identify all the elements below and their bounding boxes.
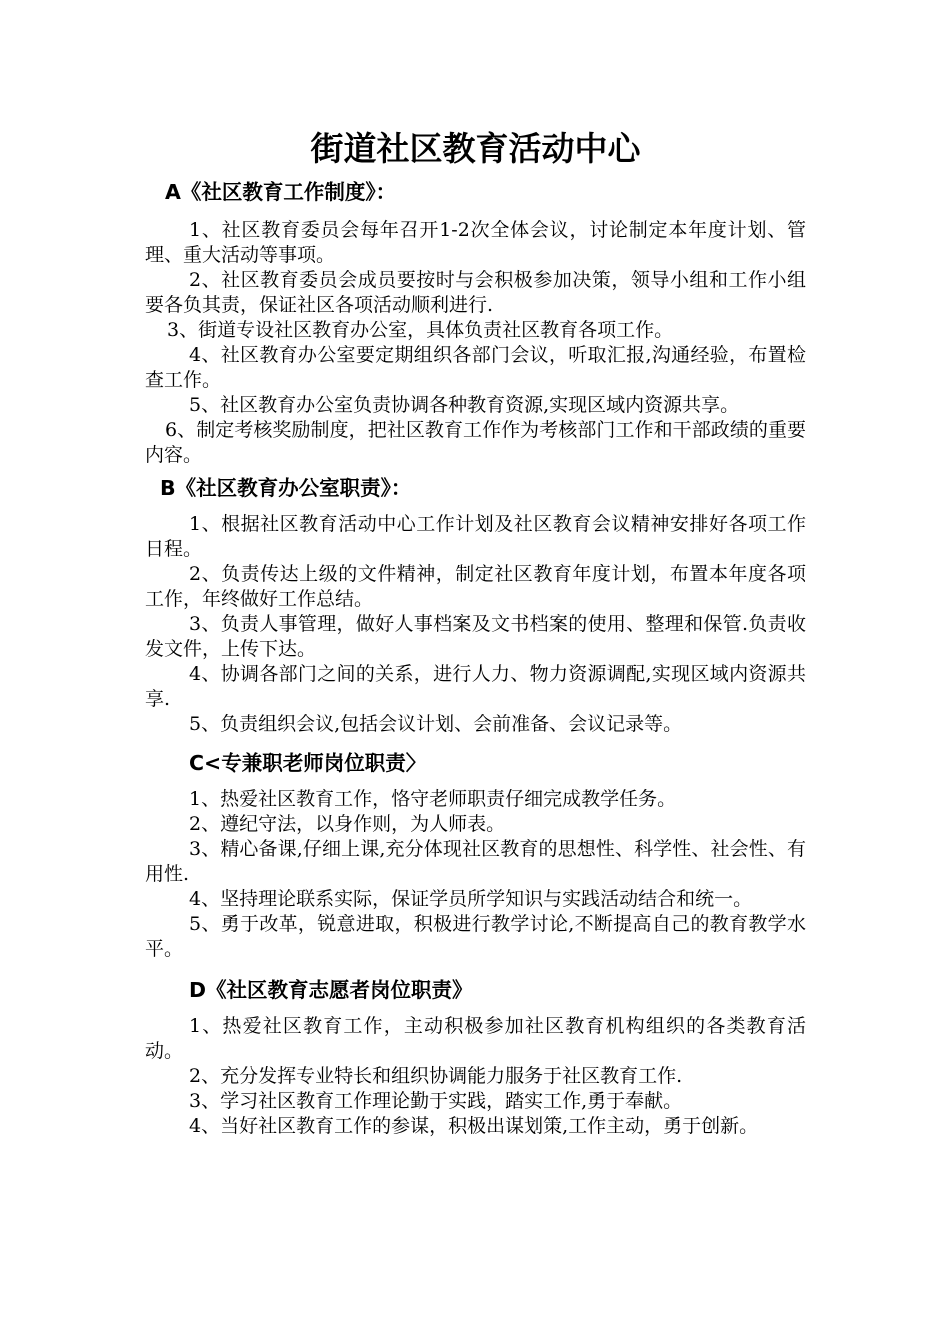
paragraph: 4、社区教育办公室要定期组织各部门会议，听取汇报,沟通经验，布置检查工作。 bbox=[145, 344, 806, 391]
paragraph: 5、社区教育办公室负责协调各种教育资源,实现区域内资源共享。 bbox=[189, 394, 740, 416]
paragraph: 2、社区教育委员会成员要按时与会积极参加决策，领导小组和工作小组要各负其责，保证社区各项活动顺利进行. bbox=[145, 269, 806, 316]
section-heading-c: C<专兼职老师岗位职责〉 bbox=[189, 751, 427, 775]
paragraph: 3、精心备课,仔细上课,充分体现社区教育的思想性、科学性、社会性、有用性. bbox=[145, 838, 806, 885]
paragraph: 2、充分发挥专业特长和组织协调能力服务于社区教育工作. bbox=[189, 1065, 683, 1087]
paragraph: 3、负责人事管理，做好人事档案及文书档案的使用、整理和保管.负责收发文件，上传下达。 bbox=[145, 613, 806, 660]
section-body-d bbox=[145, 1014, 806, 1139]
paragraph: 3、街道专设社区教育办公室，具体负责社区教育各项工作。 bbox=[167, 319, 674, 341]
paragraph: 2、遵纪守法，以身作则，为人师表。 bbox=[189, 813, 506, 835]
paragraph: 6、制定考核奖励制度，把社区教育工作作为考核部门工作和干部政绩的重要内容。 bbox=[145, 419, 806, 466]
section-heading-a: A《社区教育工作制度》： bbox=[165, 180, 397, 204]
section-body-c bbox=[145, 787, 806, 962]
paragraph: 4、协调各部门之间的关系，进行人力、物力资源调配,实现区域内资源共享. bbox=[145, 663, 806, 710]
paragraph: 5、负责组织会议,包括会议计划、会前准备、会议记录等。 bbox=[189, 713, 683, 735]
document-title: 街道社区教育活动中心 bbox=[310, 129, 641, 168]
paragraph: 3、学习社区教育工作理论勤于实践，踏实工作,勇于奉献。 bbox=[189, 1090, 683, 1112]
section-heading-b: B《社区教育办公室职责》： bbox=[160, 476, 412, 500]
paragraph: 1、社区教育委员会每年召开1-2次全体会议，讨论制定本年度计划、管理、重大活动等事项。 bbox=[145, 219, 806, 266]
section-body-a bbox=[145, 218, 806, 468]
paragraph: 1、根据社区教育活动中心工作计划及社区教育会议精神安排好各项工作日程。 bbox=[145, 513, 806, 560]
paragraph: 2、负责传达上级的文件精神，制定社区教育年度计划，布置本年度各项工作，年终做好工作总结。 bbox=[145, 563, 806, 610]
paragraph: 1、热爱社区教育工作，恪守老师职责仔细完成教学任务。 bbox=[189, 788, 677, 810]
paragraph: 5、勇于改革，锐意进取，积极进行教学讨论,不断提高自己的教育教学水平。 bbox=[145, 913, 806, 960]
section-heading-d: D《社区教育志愿者岗位职责》 bbox=[189, 978, 473, 1002]
section-body-b bbox=[145, 512, 806, 737]
paragraph: 4、当好社区教育工作的参谋，积极出谋划策,工作主动，勇于创新。 bbox=[189, 1115, 759, 1137]
paragraph: 4、坚持理论联系实际，保证学员所学知识与实践活动结合和统一。 bbox=[189, 888, 753, 910]
paragraph: 1、热爱社区教育工作，主动积极参加社区教育机构组织的各类教育活动。 bbox=[145, 1015, 806, 1062]
